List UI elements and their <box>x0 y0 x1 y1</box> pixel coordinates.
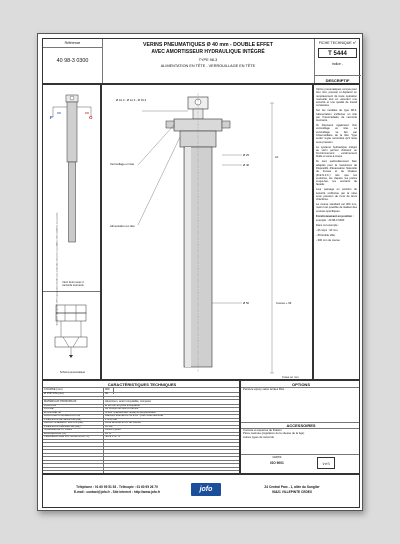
feed-label: Alimentation en tête <box>110 224 135 228</box>
footer-address-2: 93421 VILLEPINTE CEDEX <box>271 490 313 494</box>
description-paragraph: Leur passage en position de sécurité s'effectue par la mise sous pression de l'une de leurs chambres. <box>316 188 357 202</box>
product-title-line1: VERINS PNEUMATIQUES Ø 40 mm - DOUBLE EFFET <box>143 42 273 48</box>
footer <box>42 474 360 508</box>
accessory-item: Pièce carénée (régulation de la vitesse de la tige) <box>243 431 305 436</box>
port-o-label: O <box>89 115 93 120</box>
spec-label: TEMPÉRATURE D'UTILISATION (°C) <box>44 435 90 438</box>
spec-value: 2 à 20 bar <box>105 417 118 421</box>
indice: indice - <box>332 62 343 66</box>
technical-sheet <box>37 33 363 511</box>
spec-label: Ø PISTON (mm) <box>44 392 64 395</box>
description-title: DESCRIPTIF <box>325 78 350 83</box>
description-paragraph: Ils disposent également d'un verrouillage en tête. Le verrouillage se fait par l'intermédiaire de la tête "type sortie" tuyau raccordée qu'il reste sous pression. <box>316 124 357 144</box>
spec-label: RACCORD D'ALIMENTATION <box>44 414 81 417</box>
fiche-number: T 5444 <box>318 48 357 58</box>
description-paragraph: Vérins pneumatiques conçus pour tirer, tirer, pousser et déplacer en remplacement de toute opération manuelle tout en assurant une sécurité et une qualité de travail constantes. <box>316 88 357 108</box>
reference-label: Référence <box>64 41 81 45</box>
spec-label: AMORTISSEMENT EN FIN (bar) <box>44 421 84 424</box>
dimension-40: Ø 40 <box>243 163 250 167</box>
footer-address-1: Z4 Central Parc - 1, allée du Songlier <box>264 485 320 489</box>
legal-notice: Document de propriété JOFO reproduction interdite sans autorisation. Données susceptibles d'être modifiées sans préavis. <box>56 212 59 326</box>
spec-label: FIXATION <box>44 403 57 407</box>
footer-phone: Téléphone : 01 60 95 51 53 - Télécopie : 01 60 95 26 70 <box>76 485 158 489</box>
accessories-list <box>243 429 359 439</box>
dimension-a: A1 <box>275 155 279 159</box>
dimension-25: Ø 25 <box>243 153 250 157</box>
fiche-label: FICHE TECHNIQUE n° <box>318 41 357 45</box>
description-paragraph: La course standard est 300 mm, mais il est possible de réaliser des courses spécifiques. <box>316 203 357 213</box>
description-paragraph: Fonctionnement en position : <box>316 214 354 218</box>
spec-value: 300 <box>105 388 110 391</box>
spec-value: Aluminium, acier inoxydable, composé <box>105 400 151 403</box>
options-panel <box>240 380 360 474</box>
spec-value: 10000 cycles <box>105 428 121 431</box>
accessory-item: Console et équerres de fixation <box>243 428 282 432</box>
ports-dimension: Ø 10,3 - Ø 12,3 - Ø 16,3 <box>116 98 147 102</box>
cylinder-view-small <box>43 87 102 252</box>
product-title-line2: AVEC AMORTISSEUR HYDRAULIQUE INTÉGRÉ <box>151 49 265 55</box>
description-paragraph: - Ø corps : 40 mm <box>316 229 338 233</box>
description-paragraph: - Ø Double effet <box>316 234 335 238</box>
spec-label: PRESSION D'ÉPREUVE (bar) <box>44 424 81 428</box>
specs-panel <box>42 380 240 474</box>
left-panel <box>42 84 101 380</box>
lock-label: Verrouillage en tête <box>110 162 135 166</box>
accessories-title: ACCESSOIRES <box>286 423 316 428</box>
cylinder-drawing <box>102 85 314 381</box>
spec-label: ENDURANCE (%) <box>44 431 66 435</box>
options-line: Peinture époxy selon teintes RAL <box>243 387 285 391</box>
product-type: TYPE 98-3 <box>198 58 218 62</box>
spec-value: Raccord tournant Ø 10 à 16 - pour tube raccordé <box>105 414 164 417</box>
accessory-item: Autres types de raccords <box>243 434 274 439</box>
spec-label: FLUIDE <box>44 407 54 410</box>
header <box>42 38 360 84</box>
options-title: OPTIONS <box>291 382 310 387</box>
spec-value: Air comprimé filtré et lubrifié <box>105 407 139 410</box>
options-text <box>243 388 359 391</box>
technical-drawing <box>101 84 313 380</box>
description-paragraph: Sur les modèles de type 98-3, l'alimentation s'effectue en tête par l'intermédiaire de raccords tournants. <box>316 109 357 123</box>
description-paragraph: exemple : 40 98-3 0300 <box>316 219 345 223</box>
view-caption: Vérin fourni avec 2 raccords tournants <box>62 281 84 288</box>
reference-number: 40 98-3 0300 <box>56 58 89 64</box>
spec-value: 95 % <box>105 431 112 435</box>
description-paragraph: Ils sont particulièrement bien adaptés pour la manœuvre de Dispositifs d'Evacuation Naturelle de Fumée et de Chaleur (D.E.N.F.C.) tels que les exutoires, les clapets, les portes coupe-feu, les ouvrants de façade. <box>316 160 357 187</box>
spec-label: NOMBRE DE CYCLES <box>44 428 72 431</box>
product-subtitle: ALIMENTATION EN TÊTE - VERROUILLAGE EN TÊTE <box>160 64 256 68</box>
schema-caption: Schéma pneumatique <box>59 371 86 374</box>
spec-label: ÉTANCHÉITÉ <box>44 410 61 414</box>
iso-label: ISO 9001 <box>270 461 284 465</box>
spec-value: Ø 20 mm en pivot inoxydable <box>105 403 140 407</box>
spec-label: COURSE (mm) <box>44 388 63 391</box>
units-note: Cotes en mm <box>282 375 299 379</box>
description-panel <box>313 84 360 380</box>
certification-stamp: ∨eS <box>317 457 335 469</box>
port-f-label: F <box>50 115 53 120</box>
spec-label: PRESSION DE SERVICE (bar) <box>44 417 82 421</box>
footer-email: E-mail : contact@jofo.fr - Site internet : http://www.jofo.fr <box>73 490 161 494</box>
description-paragraph: - 300 mm de course <box>316 239 340 242</box>
spec-value: 40 <box>105 392 108 395</box>
spec-value: Forte amortie en fin de course <box>105 421 141 424</box>
certif-label: CERTIF <box>272 456 282 459</box>
dimension-course: Course + 96 <box>276 301 292 305</box>
pneumatic-schema <box>43 295 102 370</box>
description-paragraph: Dans cet exemple : <box>316 224 340 228</box>
spec-value: -20 à +70 °C <box>105 435 121 438</box>
dimension-50: Ø 50 <box>243 301 250 305</box>
jofo-logo: jofo <box>191 483 221 496</box>
description-paragraph: Le système hydraulique intégré au vérin permet d'obtenir un fonctionnement extrêmement fluide et sans à-coups. <box>316 145 357 159</box>
spec-value: N.B.R. (caoutchouc nitrile) et polyuréthane <box>105 410 156 414</box>
spec-label: MATÉRIAUX PRINCIPAUX <box>44 400 77 403</box>
specs-title: CARACTÉRISTIQUES TECHNIQUES <box>107 382 177 387</box>
spec-value: 30 bar <box>105 424 113 428</box>
